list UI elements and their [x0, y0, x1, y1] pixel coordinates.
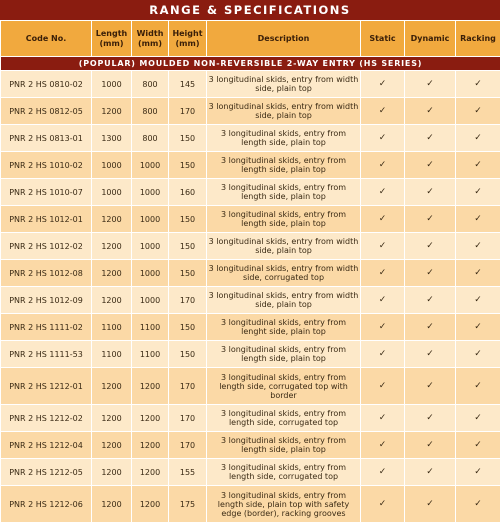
cell-height: 150 — [169, 206, 207, 233]
cell-description: 3 longitudinal skids, entry from width side, plain top — [207, 287, 361, 314]
header-code: Code No. — [1, 21, 92, 57]
check-icon-static: ✓ — [361, 287, 405, 314]
cell-height: 170 — [169, 432, 207, 459]
check-icon-dynamic: ✓ — [405, 341, 456, 368]
cell-height: 170 — [169, 368, 207, 405]
cell-description: 3 longitudinal skids, entry from length side, plain top — [207, 152, 361, 179]
check-icon-static: ✓ — [361, 179, 405, 206]
cell-width: 1100 — [132, 341, 169, 368]
page-title: RANGE & SPECIFICATIONS — [0, 0, 500, 20]
check-icon-dynamic: ✓ — [405, 432, 456, 459]
cell-length: 1300 — [92, 125, 132, 152]
check-icon-dynamic: ✓ — [405, 233, 456, 260]
cell-length: 1200 — [92, 98, 132, 125]
table-row — [1, 405, 501, 432]
check-icon-static: ✓ — [361, 71, 405, 98]
check-icon-static: ✓ — [361, 314, 405, 341]
header-description: Description — [207, 21, 361, 57]
cell-height: 160 — [169, 179, 207, 206]
header-length: Length (mm) — [92, 21, 132, 57]
section-title: (POPULAR) MOULDED NON-REVERSIBLE 2-WAY ENTRY (HS SERIES) — [1, 57, 501, 71]
cell-height: 150 — [169, 125, 207, 152]
cell-width: 1100 — [132, 314, 169, 341]
cell-height: 155 — [169, 459, 207, 486]
table-row — [1, 314, 501, 341]
check-icon-dynamic: ✓ — [405, 314, 456, 341]
check-icon-racking: ✓ — [456, 206, 501, 233]
cell-length: 1200 — [92, 459, 132, 486]
check-icon-static: ✓ — [361, 459, 405, 486]
cell-width: 1200 — [132, 459, 169, 486]
cell-length: 1200 — [92, 486, 132, 523]
cell-code: PNR 2 HS 1111-53 — [1, 341, 92, 368]
cell-height: 170 — [169, 98, 207, 125]
table-row — [1, 71, 501, 98]
specifications-table — [0, 20, 501, 523]
cell-height: 150 — [169, 260, 207, 287]
header-static: Static — [361, 21, 405, 57]
check-icon-racking: ✓ — [456, 486, 501, 523]
check-icon-racking: ✓ — [456, 459, 501, 486]
cell-description: 3 longitudinal skids, entry from width side, plain top — [207, 98, 361, 125]
check-icon-racking: ✓ — [456, 179, 501, 206]
cell-width: 1200 — [132, 405, 169, 432]
cell-description: 3 longitudinal skids, entry from length side, corrugated top with border — [207, 368, 361, 405]
cell-length: 1200 — [92, 206, 132, 233]
cell-length: 1000 — [92, 71, 132, 98]
check-icon-racking: ✓ — [456, 125, 501, 152]
cell-width: 800 — [132, 125, 169, 152]
header-racking: Racking — [456, 21, 501, 57]
check-icon-static: ✓ — [361, 233, 405, 260]
cell-length: 1200 — [92, 432, 132, 459]
cell-length: 1100 — [92, 314, 132, 341]
table-header-row — [1, 21, 501, 57]
cell-width: 1200 — [132, 486, 169, 523]
check-icon-static: ✓ — [361, 206, 405, 233]
cell-description: 3 longitudinal skids, entry from length side, plain top — [207, 125, 361, 152]
cell-description: 3 longitudinal skids, entry from width side, plain top — [207, 233, 361, 260]
cell-code: PNR 2 HS 1012-09 — [1, 287, 92, 314]
table-row — [1, 98, 501, 125]
table-row — [1, 206, 501, 233]
table-row — [1, 459, 501, 486]
check-icon-racking: ✓ — [456, 287, 501, 314]
cell-description: 3 longitudinal skids, entry from length side, plain top — [207, 206, 361, 233]
table-row — [1, 486, 501, 523]
table-row — [1, 287, 501, 314]
cell-height: 150 — [169, 233, 207, 260]
check-icon-dynamic: ✓ — [405, 98, 456, 125]
cell-code: PNR 2 HS 1012-01 — [1, 206, 92, 233]
cell-length: 1200 — [92, 233, 132, 260]
cell-width: 800 — [132, 98, 169, 125]
check-icon-racking: ✓ — [456, 341, 501, 368]
cell-width: 1000 — [132, 179, 169, 206]
check-icon-dynamic: ✓ — [405, 486, 456, 523]
check-icon-static: ✓ — [361, 432, 405, 459]
check-icon-dynamic: ✓ — [405, 260, 456, 287]
cell-code: PNR 2 HS 1012-02 — [1, 233, 92, 260]
table-row — [1, 368, 501, 405]
cell-width: 800 — [132, 71, 169, 98]
check-icon-racking: ✓ — [456, 152, 501, 179]
table-body — [1, 71, 501, 523]
cell-code: PNR 2 HS 1212-02 — [1, 405, 92, 432]
check-icon-dynamic: ✓ — [405, 71, 456, 98]
cell-code: PNR 2 HS 1111-02 — [1, 314, 92, 341]
cell-code: PNR 2 HS 1212-04 — [1, 432, 92, 459]
cell-description: 3 longitudinal skids, entry from length side, plain top — [207, 341, 361, 368]
cell-code: PNR 2 HS 1212-01 — [1, 368, 92, 405]
check-icon-static: ✓ — [361, 368, 405, 405]
check-icon-static: ✓ — [361, 405, 405, 432]
cell-length: 1000 — [92, 179, 132, 206]
cell-height: 150 — [169, 314, 207, 341]
cell-length: 1200 — [92, 260, 132, 287]
cell-code: PNR 2 HS 0812-05 — [1, 98, 92, 125]
cell-width: 1000 — [132, 206, 169, 233]
check-icon-dynamic: ✓ — [405, 206, 456, 233]
cell-description: 3 longitudinal skids, entry from lenght side, plain top — [207, 314, 361, 341]
header-dynamic: Dynamic — [405, 21, 456, 57]
cell-length: 1000 — [92, 152, 132, 179]
cell-code: PNR 2 HS 0813-01 — [1, 125, 92, 152]
cell-height: 175 — [169, 486, 207, 523]
cell-description: 3 longitudinal skids, entry from length side, plain top — [207, 432, 361, 459]
check-icon-dynamic: ✓ — [405, 459, 456, 486]
cell-code: PNR 2 HS 1010-07 — [1, 179, 92, 206]
cell-description: 3 longitudinal skids, entry from length side, plain top with safety edge (border), racking grooves — [207, 486, 361, 523]
table-row — [1, 125, 501, 152]
cell-description: 3 longitudinal skids, entry from length side, corrugated top — [207, 459, 361, 486]
cell-height: 150 — [169, 341, 207, 368]
check-icon-dynamic: ✓ — [405, 287, 456, 314]
cell-width: 1000 — [132, 260, 169, 287]
header-width: Width (mm) — [132, 21, 169, 57]
cell-code: PNR 2 HS 1212-05 — [1, 459, 92, 486]
check-icon-racking: ✓ — [456, 314, 501, 341]
check-icon-racking: ✓ — [456, 368, 501, 405]
table-row — [1, 179, 501, 206]
table-row — [1, 260, 501, 287]
cell-code: PNR 2 HS 1010-02 — [1, 152, 92, 179]
table-row — [1, 341, 501, 368]
cell-width: 1000 — [132, 287, 169, 314]
check-icon-static: ✓ — [361, 486, 405, 523]
header-height: Height (mm) — [169, 21, 207, 57]
cell-code: PNR 2 HS 1212-06 — [1, 486, 92, 523]
check-icon-dynamic: ✓ — [405, 405, 456, 432]
cell-description: 3 longitudinal skids, entry from width side, plain top — [207, 71, 361, 98]
table-row — [1, 152, 501, 179]
check-icon-racking: ✓ — [456, 405, 501, 432]
cell-width: 1200 — [132, 368, 169, 405]
table-row — [1, 432, 501, 459]
cell-height: 170 — [169, 405, 207, 432]
cell-length: 1200 — [92, 287, 132, 314]
check-icon-dynamic: ✓ — [405, 179, 456, 206]
section-row — [1, 57, 501, 71]
cell-length: 1100 — [92, 341, 132, 368]
check-icon-static: ✓ — [361, 260, 405, 287]
cell-code: PNR 2 HS 1012-08 — [1, 260, 92, 287]
cell-height: 150 — [169, 152, 207, 179]
check-icon-dynamic: ✓ — [405, 152, 456, 179]
cell-height: 170 — [169, 287, 207, 314]
check-icon-static: ✓ — [361, 341, 405, 368]
check-icon-racking: ✓ — [456, 260, 501, 287]
cell-length: 1200 — [92, 368, 132, 405]
cell-height: 145 — [169, 71, 207, 98]
cell-width: 1000 — [132, 152, 169, 179]
check-icon-racking: ✓ — [456, 432, 501, 459]
cell-description: 3 longitudinal skids, entry from length side, plain top — [207, 179, 361, 206]
cell-length: 1200 — [92, 405, 132, 432]
check-icon-dynamic: ✓ — [405, 368, 456, 405]
check-icon-static: ✓ — [361, 152, 405, 179]
table-row — [1, 233, 501, 260]
check-icon-racking: ✓ — [456, 233, 501, 260]
check-icon-dynamic: ✓ — [405, 125, 456, 152]
cell-code: PNR 2 HS 0810-02 — [1, 71, 92, 98]
check-icon-static: ✓ — [361, 98, 405, 125]
cell-description: 3 longitudinal skids, entry from length side, corrugated top — [207, 405, 361, 432]
check-icon-static: ✓ — [361, 125, 405, 152]
cell-description: 3 longitudinal skids, entry from width side, corrugated top — [207, 260, 361, 287]
check-icon-racking: ✓ — [456, 98, 501, 125]
check-icon-racking: ✓ — [456, 71, 501, 98]
cell-width: 1000 — [132, 233, 169, 260]
cell-width: 1200 — [132, 432, 169, 459]
